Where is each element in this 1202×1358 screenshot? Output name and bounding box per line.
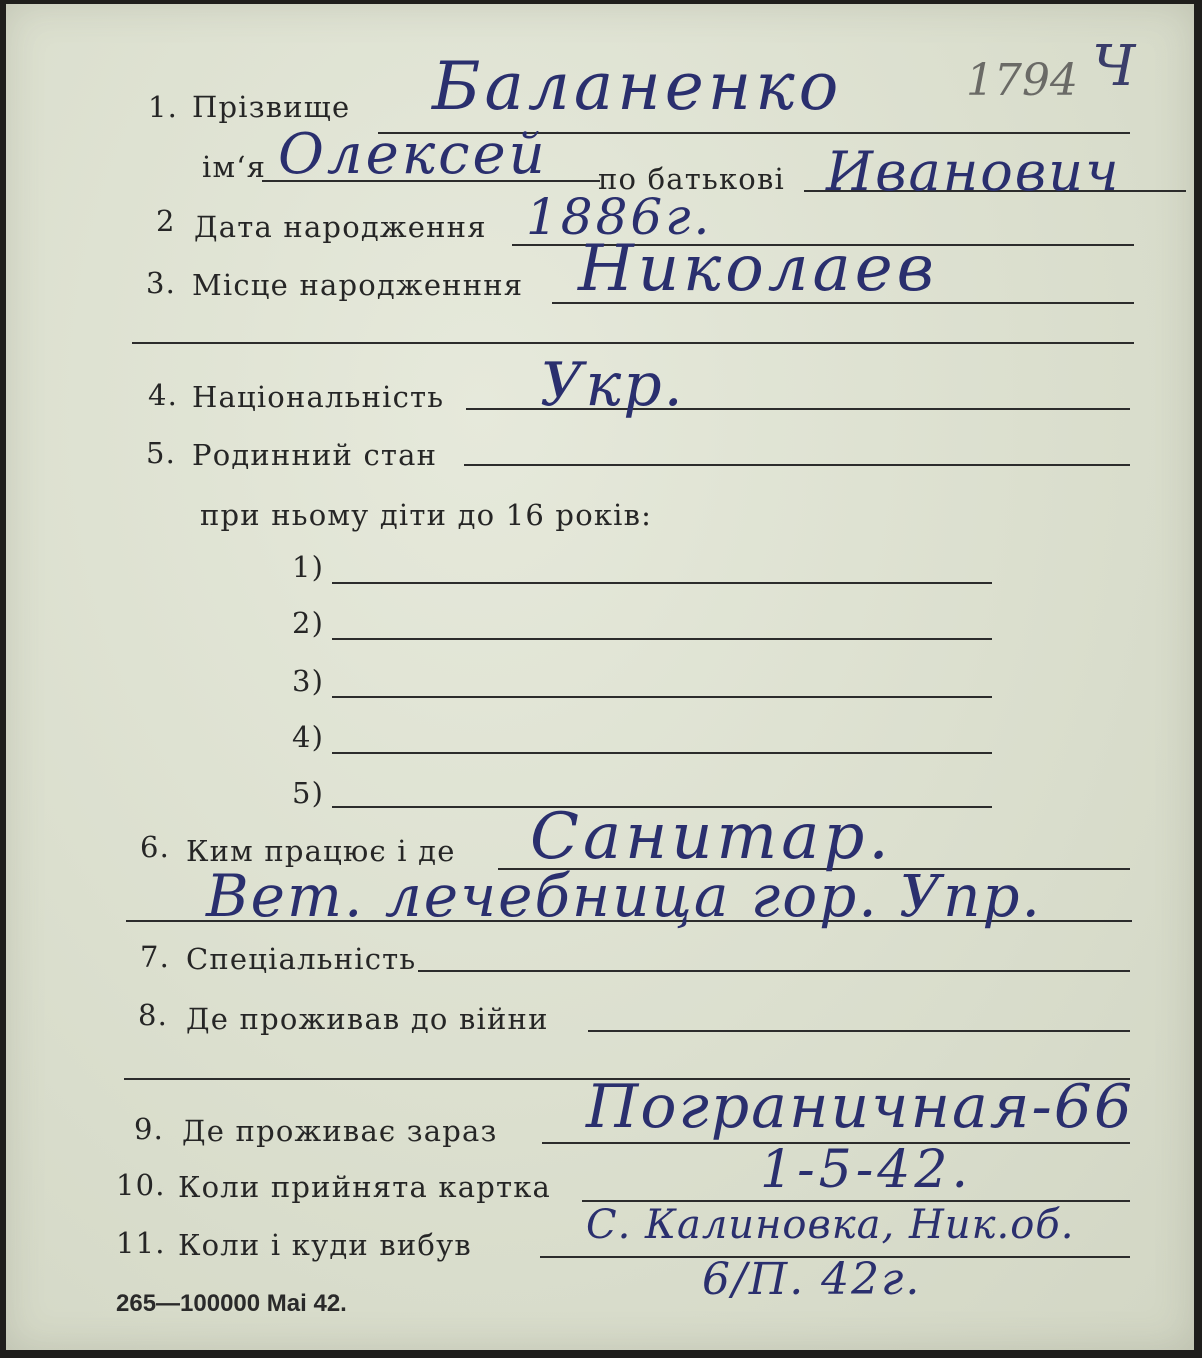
workplace-value: Санитар. [530,800,893,874]
birth-date-label: Дата народження [194,210,487,244]
children-label: при ньому діти до 16 років: [200,498,653,532]
child-5-number: 5) [292,776,325,810]
first-name-label: ім‘я [202,150,267,184]
departed-value: С. Калиновка, Ник.об. [586,1202,1075,1248]
field-4-number: 4. [148,378,179,412]
card-accepted-label: Коли прийнята картка [178,1170,552,1204]
birth-place-value: Николаев [578,232,938,306]
field-7-number: 7. [140,940,171,974]
nationality-label: Національність [192,380,445,414]
field-11-number: 11. [116,1226,166,1260]
birth-date-value: 1886г. [526,188,713,246]
child-2-line [332,638,992,640]
specialty-line [418,970,1130,972]
print-code: 265—100000 Mai 42. [116,1290,347,1317]
field-5-number: 5. [146,436,177,470]
departed-label: Коли і куди вибув [178,1228,472,1262]
surname-label: Прізвище [192,90,351,124]
child-3-line [332,696,992,698]
departed-value-2: 6/П. 42г. [702,1254,922,1305]
field-6-number: 6. [140,830,171,864]
prewar-residence-line [588,1030,1130,1032]
child-1-number: 1) [292,550,325,584]
field-10-number: 10. [116,1168,166,1202]
workplace-label: Ким працює і де [186,834,456,868]
field-3-number: 3. [146,266,177,300]
specialty-label: Спеціальність [186,942,417,976]
field-9-number: 9. [134,1112,165,1146]
workplace-value-2: Вет. лечебница гор. Упр. [206,862,1042,930]
current-residence-value: Пограничная-66 [586,1072,1135,1142]
card-accepted-value: 1-5-42. [760,1140,973,1200]
current-residence-label: Де проживає зараз [182,1114,498,1148]
field-8-number: 8. [138,998,169,1032]
first-name-value: Олексей [278,122,548,187]
child-2-number: 2) [292,606,325,640]
patronymic-label: по батькові [598,162,785,196]
marital-status-label: Родинний стан [192,438,438,472]
child-3-number: 3) [292,664,325,698]
prewar-residence-label: Де проживав до війни [186,1002,549,1036]
nationality-value: Укр. [540,350,685,420]
marital-status-line [464,464,1130,466]
registration-card [6,4,1194,1350]
birth-place-line-2 [132,342,1134,344]
birth-place-label: Місце народженння [192,268,524,302]
child-4-number: 4) [292,720,325,754]
surname-value: Баланенко [432,48,843,125]
field-2-number: 2 [156,204,176,238]
child-4-line [332,752,992,754]
field-1-number: 1. [148,90,179,124]
child-1-line [332,582,992,584]
archive-number: 1794 Ч [966,34,1136,106]
patronymic-value: Иванович [826,140,1121,203]
